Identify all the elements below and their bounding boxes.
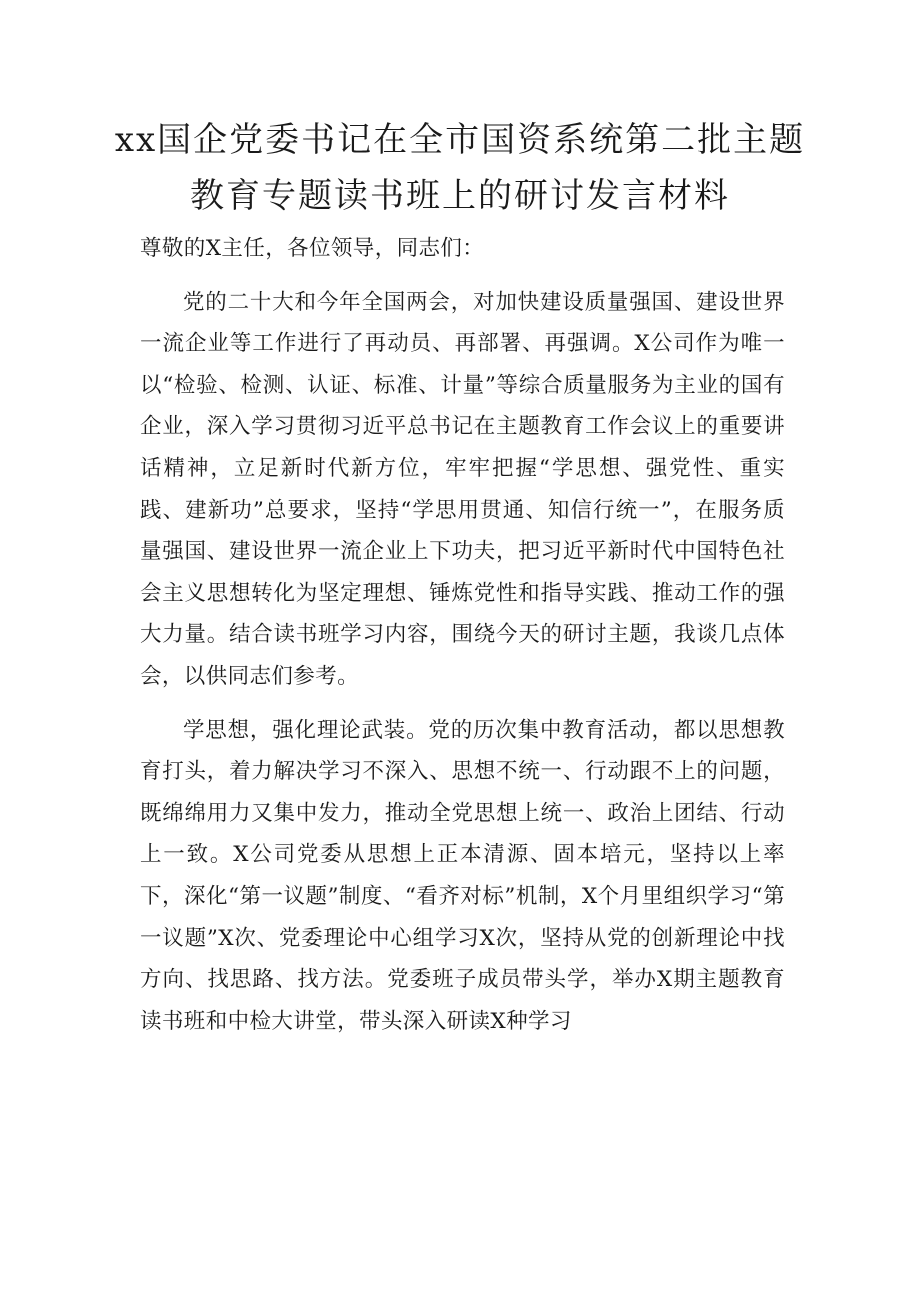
document-title: xx国企党委书记在全市国资系统第二批主题教育专题读书班上的研讨发言材料 — [114, 120, 806, 216]
paragraph-study-thought: 学思想，强化理论武装。党的历次集中教育活动，都以思想教育打头，着力解决学习不深入、思想不统一、行动跟不上的问题，既绵绵用力又集中发力，推动全党思想上统一、政治上团结、行动上一致。X公司党委从思想上正本清源、固本培元，坚持以上率下，深化“第一议题”制度、“看齐对标”机制，X个月里组织学习“第一议题”X次、党委理论中心组学习X次，坚持从党的创新理论中找方向、找思路、找方法。党委班子成员带头学，举办X期主题教育读书班和中检大讲堂，带头深入研读X种学习 — [140, 717, 785, 1034]
paragraph-intro: 党的二十大和今年全国两会，对加快建设质量强国、建设世界一流企业等工作进行了再动员、再部署、再强调。X公司作为唯一以“检验、检测、认证、标准、计量”等综合质量服务为主业的国有企业，深入学习贯彻习近平总书记在主题教育工作会议上的重要讲话精神，立足新时代新方位，牢牢把握“学思想、强党性、重实践、建新功”总要求，坚持“学思用贯通、知信行统一”，在服务质量强国、建设世界一流企业上下功夫，把习近平新时代中国特色社会主义思想转化为坚定理想、锤炼党性和指导实践、推动工作的强大力量。结合读书班学习内容，围绕今天的研讨主题，我谈几点体会，以供同志们参考。 — [140, 289, 785, 689]
document-body — [140, 228, 785, 1054]
salutation: 尊敬的X主任，各位领导，同志们： — [140, 236, 485, 261]
